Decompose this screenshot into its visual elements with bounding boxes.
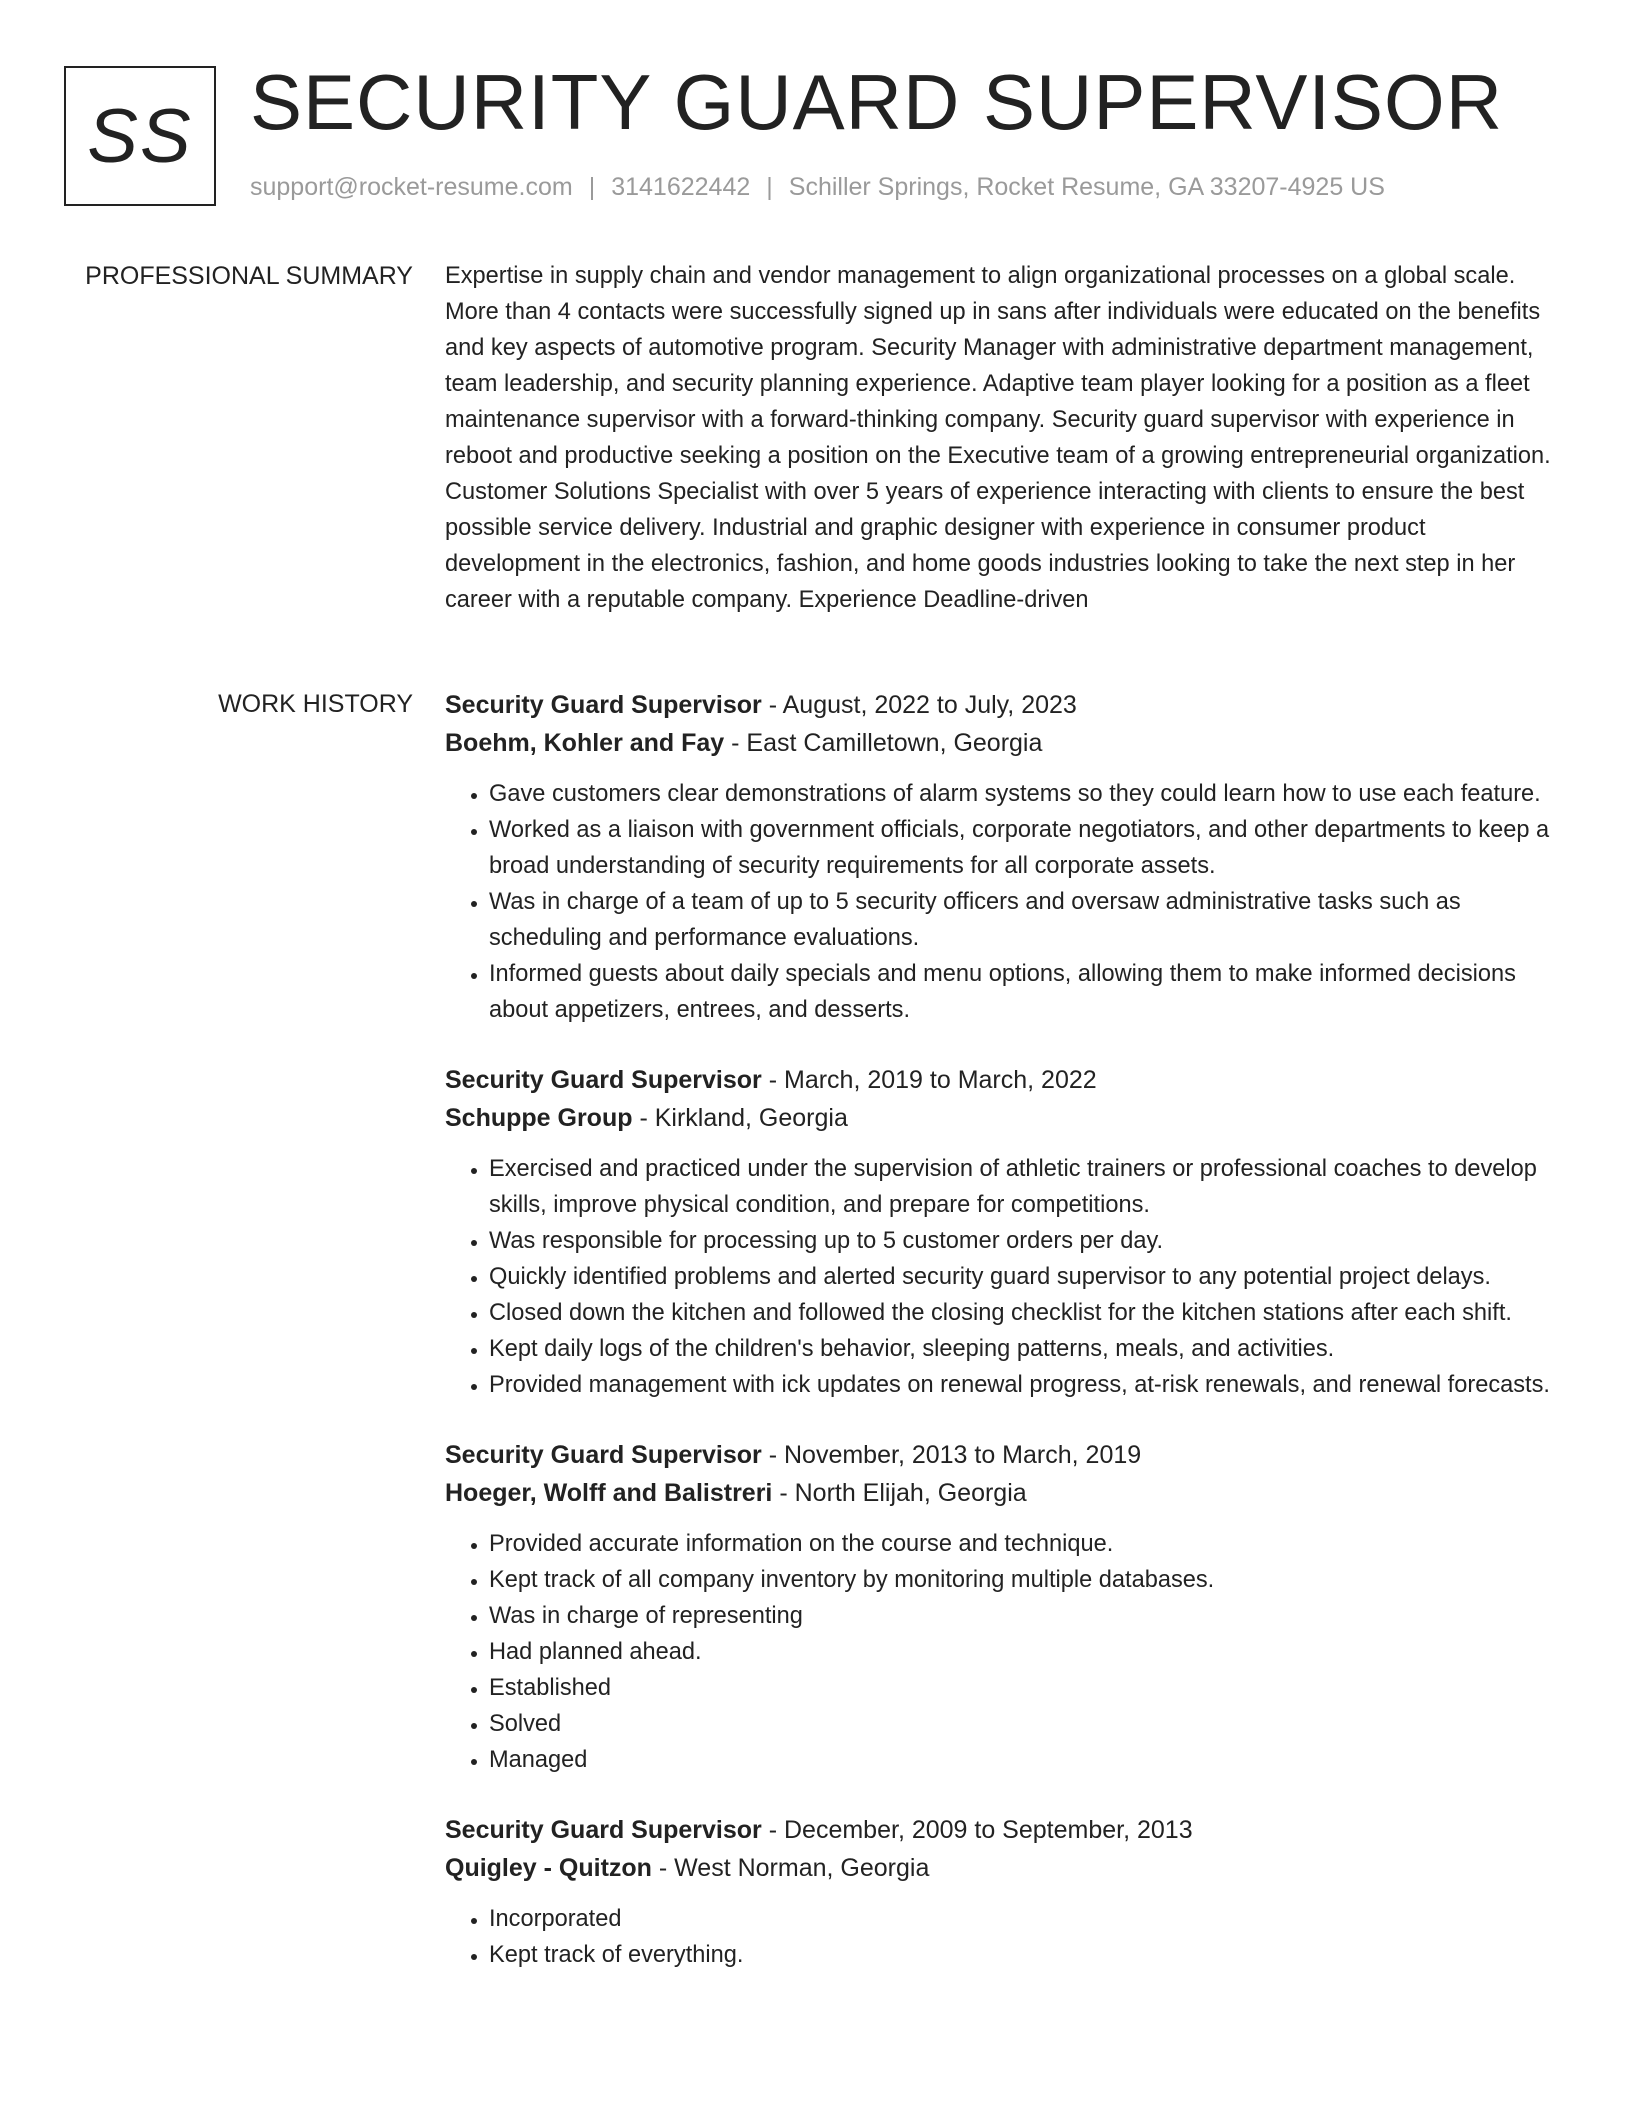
summary-body bbox=[445, 258, 1555, 618]
job-title: Security Guard Supervisor bbox=[445, 691, 762, 719]
job-bullet: • Exercised and practiced under the supervision of athletic trainers or professional coaches to develop skills, improve physical condition, and prepare for competitions. bbox=[489, 1151, 1555, 1223]
job-dates: - August, 2022 to July, 2023 bbox=[761, 691, 1077, 719]
job-bullet: • Was responsible for processing up to 5 customer orders per day. bbox=[489, 1223, 1555, 1259]
job-bullets bbox=[445, 1151, 1555, 1403]
job-dates: - March, 2019 to March, 2022 bbox=[761, 1066, 1097, 1094]
job-title-line bbox=[445, 1436, 1555, 1474]
address-text: Schiller Springs, Rocket Resume, GA 33207-4925 US bbox=[788, 173, 1385, 201]
job-bullet: • Informed guests about daily specials and menu options, allowing them to make informed decisions about appetizers, entrees, and desserts. bbox=[489, 956, 1555, 1028]
job-company-line bbox=[445, 1849, 1555, 1887]
job-entry bbox=[445, 1061, 1555, 1403]
job-entry bbox=[445, 1811, 1555, 1973]
job-location: - West Norman, Georgia bbox=[651, 1854, 930, 1882]
job-bullet: • Had planned ahead. bbox=[489, 1634, 1555, 1670]
work-history-body bbox=[445, 686, 1555, 1973]
job-location: - East Camilletown, Georgia bbox=[724, 729, 1043, 757]
job-bullet: • Was in charge of representing bbox=[489, 1598, 1555, 1634]
section-label-work-history: WORK HISTORY bbox=[218, 690, 413, 718]
job-bullet: • Quickly identified problems and alerted security guard supervisor to any potential project delays. bbox=[489, 1259, 1555, 1295]
phone-text: 3141622442 bbox=[611, 173, 751, 201]
job-bullet: • Managed bbox=[489, 1742, 1555, 1778]
job-dates: - December, 2009 to September, 2013 bbox=[761, 1816, 1193, 1844]
job-bullet: • Kept track of all company inventory by monitoring multiple databases. bbox=[489, 1562, 1555, 1598]
contact-separator: | bbox=[766, 173, 773, 201]
job-title: Security Guard Supervisor bbox=[445, 1066, 762, 1094]
job-entry bbox=[445, 686, 1555, 1028]
job-bullet: • Provided management with ick updates on renewal progress, at-risk renewals, and renewal forecasts. bbox=[489, 1367, 1555, 1403]
job-title-line bbox=[445, 686, 1555, 724]
contact-separator: | bbox=[588, 173, 596, 201]
job-bullet: • Was in charge of a team of up to 5 security officers and oversaw administrative tasks such as scheduling and performance evaluations. bbox=[489, 884, 1555, 956]
job-bullet: • Incorporated bbox=[489, 1901, 1555, 1937]
job-title-line bbox=[445, 1061, 1555, 1099]
job-company: Boehm, Kohler and Fay bbox=[445, 729, 725, 757]
job-location: - North Elijah, Georgia bbox=[772, 1479, 1027, 1507]
job-dates: - November, 2013 to March, 2019 bbox=[761, 1441, 1142, 1469]
job-company: Schuppe Group bbox=[445, 1104, 633, 1132]
job-title: Security Guard Supervisor bbox=[445, 1441, 762, 1469]
job-bullet: • Closed down the kitchen and followed the closing checklist for the kitchen stations after each shift. bbox=[489, 1295, 1555, 1331]
job-company: Hoeger, Wolff and Balistreri bbox=[445, 1479, 773, 1507]
section-label-summary: PROFESSIONAL SUMMARY bbox=[85, 262, 413, 290]
job-company: Quigley - Quitzon bbox=[445, 1854, 652, 1882]
job-title: Security Guard Supervisor bbox=[445, 1816, 762, 1844]
job-bullet: • Kept daily logs of the children's behavior, sleeping patterns, meals, and activities. bbox=[489, 1331, 1555, 1367]
job-bullet: • Established bbox=[489, 1670, 1555, 1706]
job-title-line bbox=[445, 1811, 1555, 1849]
job-location: - Kirkland, Georgia bbox=[632, 1104, 848, 1132]
contact-line bbox=[250, 173, 1385, 202]
job-company-line bbox=[445, 1474, 1555, 1512]
job-company-line bbox=[445, 1099, 1555, 1137]
job-bullet: • Kept track of everything. bbox=[489, 1937, 1555, 1973]
job-bullets bbox=[445, 1901, 1555, 1973]
job-bullets bbox=[445, 776, 1555, 1028]
job-bullet: • Provided accurate information on the course and technique. bbox=[489, 1526, 1555, 1562]
job-entry bbox=[445, 1436, 1555, 1778]
job-company-line bbox=[445, 724, 1555, 762]
page-title: SECURITY GUARD SUPERVISOR bbox=[250, 58, 1504, 146]
job-bullet: • Solved bbox=[489, 1706, 1555, 1742]
email-text: support@rocket-resume.com bbox=[250, 173, 573, 201]
monogram-logo: SS bbox=[64, 66, 216, 206]
job-bullet: • Worked as a liaison with government officials, corporate negotiators, and other departments to keep a broad understanding of security requirements for all corporate assets. bbox=[489, 812, 1555, 884]
summary-text: Expertise in supply chain and vendor management to align organizational processes on a global scale. More than 4 contacts were successfully signed up in sans after individuals were educated on the benefits and key aspects of automotive program. Security Manager with administrative department management, team leadership, and security planning experience. Adaptive team player looking for a position as a fleet maintenance supervisor with a forward-thinking company. Security guard supervisor with experience in reboot and productive seeking a position on the Executive team of a growing entrepreneurial organization. Customer Solutions Specialist with over 5 years of experience interacting with clients to ensure the best possible service delivery. Industrial and graphic designer with experience in consumer product development in the electronics, fashion, and home goods industries looking to take the next step in her career with a reputable company. Experience Deadline-driven bbox=[445, 263, 1551, 613]
job-bullet: • Gave customers clear demonstrations of alarm systems so they could learn how to use each feature. bbox=[489, 776, 1555, 812]
job-bullets bbox=[445, 1526, 1555, 1778]
